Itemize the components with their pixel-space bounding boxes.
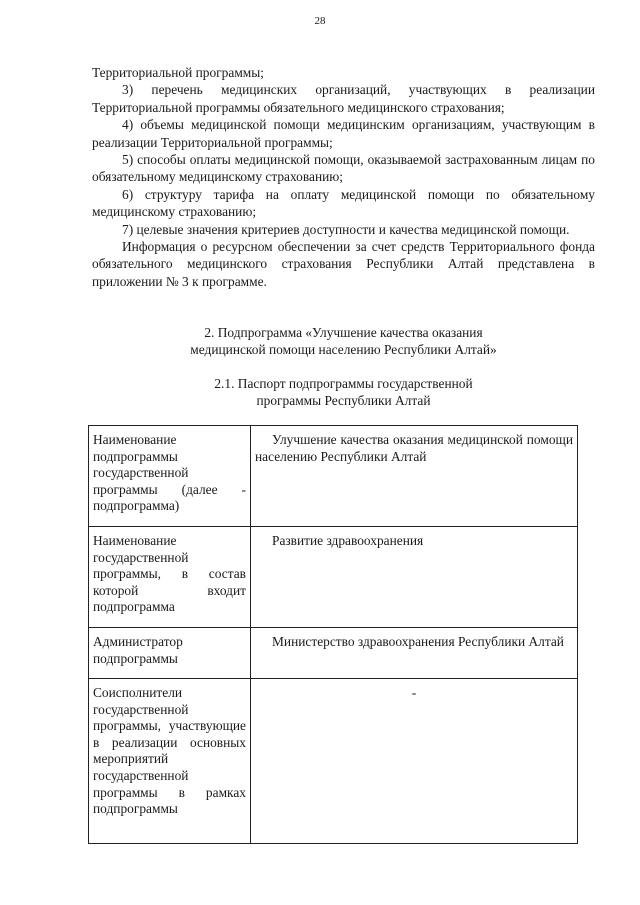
- table-row: [89, 679, 578, 844]
- row-label: Наименование государственной программы, в состав которой входит подпрограмма: [89, 527, 251, 628]
- passport-heading-line: 2.1. Паспорт подпрограммы государственной: [214, 376, 473, 391]
- section-heading-line: 2. Подпрограмма «Улучшение качества оказания: [204, 325, 483, 340]
- row-value: [251, 679, 578, 844]
- passport-table: [88, 425, 578, 844]
- row-value-text: Министерство здравоохранения Республики Алтай: [272, 634, 564, 649]
- paragraph: Информация о ресурсном обеспечении за счет средств Территориального фонда обязательного медицинского страхования Республики Алтай представлена в приложении № 3 к программе.: [92, 239, 595, 289]
- row-value-text: Улучшение качества оказания медицинской помощи населению Республики Алтай: [255, 432, 573, 464]
- page-number: 28: [314, 15, 326, 27]
- row-value-text: Развитие здравоохранения: [272, 533, 424, 548]
- paragraph: 5) способы оплаты медицинской помощи, оказываемой застрахованным лицам по обязательному медицинскому страхованию;: [92, 152, 595, 185]
- paragraph: 7) целевые значения критериев доступности и качества медицинской помощи.: [122, 221, 570, 237]
- row-value: [251, 527, 578, 628]
- row-label: Администратор подпрограммы: [89, 628, 251, 679]
- passport-heading-line: программы Республики Алтай: [256, 393, 431, 409]
- row-value: [251, 628, 578, 679]
- section-heading-line: медицинской помощи населению Республики Алтай»: [190, 342, 497, 358]
- passport-heading: [92, 375, 595, 410]
- paragraph: 4) объемы медицинской помощи медицинским организациям, участвующим в реализации Территориальной программы;: [92, 117, 595, 150]
- paragraph: 6) структуру тарифа на оплату медицинской помощи по обязательному медицинскому страхованию;: [92, 186, 595, 220]
- row-label: Соисполнители государственной программы, участвующие в реализации основных мероприятий государственной программы в рамках подпрограммы: [89, 679, 251, 844]
- section-heading: [92, 324, 595, 359]
- paragraph: 3) перечень медицинских организаций, участвующих в реализации Территориальной программы обязательного медицинского страхования;: [92, 82, 595, 115]
- row-value-text: -: [411, 685, 417, 700]
- paragraph: Территориальной программы;: [92, 65, 264, 80]
- table-row: [89, 628, 578, 679]
- row-label: Наименование подпрограммы государственной программы (далее - подпрограмма): [89, 426, 251, 527]
- table-row: [89, 426, 578, 527]
- table-row: [89, 527, 578, 628]
- body-text: [92, 64, 595, 290]
- row-value: [251, 426, 578, 527]
